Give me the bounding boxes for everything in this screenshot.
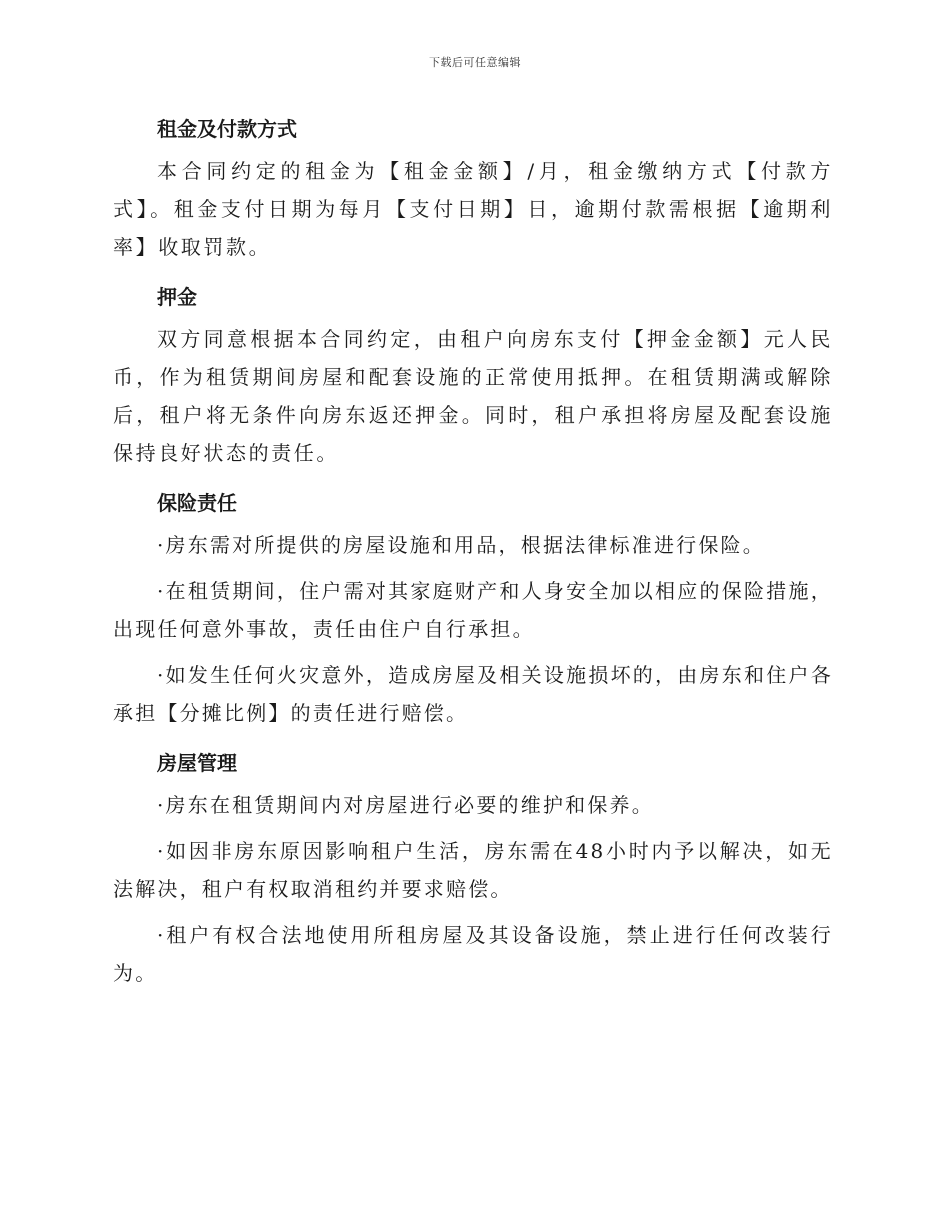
paragraph-deposit-terms: 双方同意根据本合同约定，由租户向房东支付【押金金额】元人民币，作为租赁期间房屋和配套设施的正常使用抵押。在租赁期满或解除后，租户将无条件向房东返还押金。同时，租户承担将房屋及配套设施保持良好状态的责任。: [113, 327, 833, 465]
header-note: 下载后可任意编辑: [429, 56, 521, 69]
bullet-management-maintenance: ·房东在租赁期间内对房屋进行必要的维护和保养。: [157, 793, 654, 817]
section-title-insurance: 保险责任: [157, 491, 237, 515]
bullet-insurance-tenant: ·在租赁期间，住户需对其家庭财产和人身安全加以相应的保险措施，出现任何意外事故，责任由住户自行承担。: [113, 579, 833, 641]
document-body: [113, 106, 833, 1000]
bullet-management-resolution: ·如因非房东原因影响租户生活，房东需在48小时内予以解决，如无法解决，租户有权取消租约并要求赔偿。: [113, 839, 833, 901]
paragraph-rent-terms: 本合同约定的租金为【租金金额】/月，租金缴纳方式【付款方式】。租金支付日期为每月【支付日期】日，逾期付款需根据【逾期利率】收取罚款。: [113, 159, 833, 259]
bullet-insurance-landlord: ·房东需对所提供的房屋设施和用品，根据法律标准进行保险。: [157, 533, 765, 557]
bullet-insurance-fire: ·如发生任何火灾意外，造成房屋及相关设施损坏的，由房东和住户各承担【分摊比例】的责任进行赔偿。: [113, 663, 833, 725]
bullet-management-usage: ·租户有权合法地使用所租房屋及其设备设施，禁止进行任何改装行为。: [113, 923, 833, 985]
section-title-rent-payment: 租金及付款方式: [157, 117, 297, 141]
section-title-deposit: 押金: [157, 285, 197, 309]
section-title-property-management: 房屋管理: [157, 751, 237, 775]
